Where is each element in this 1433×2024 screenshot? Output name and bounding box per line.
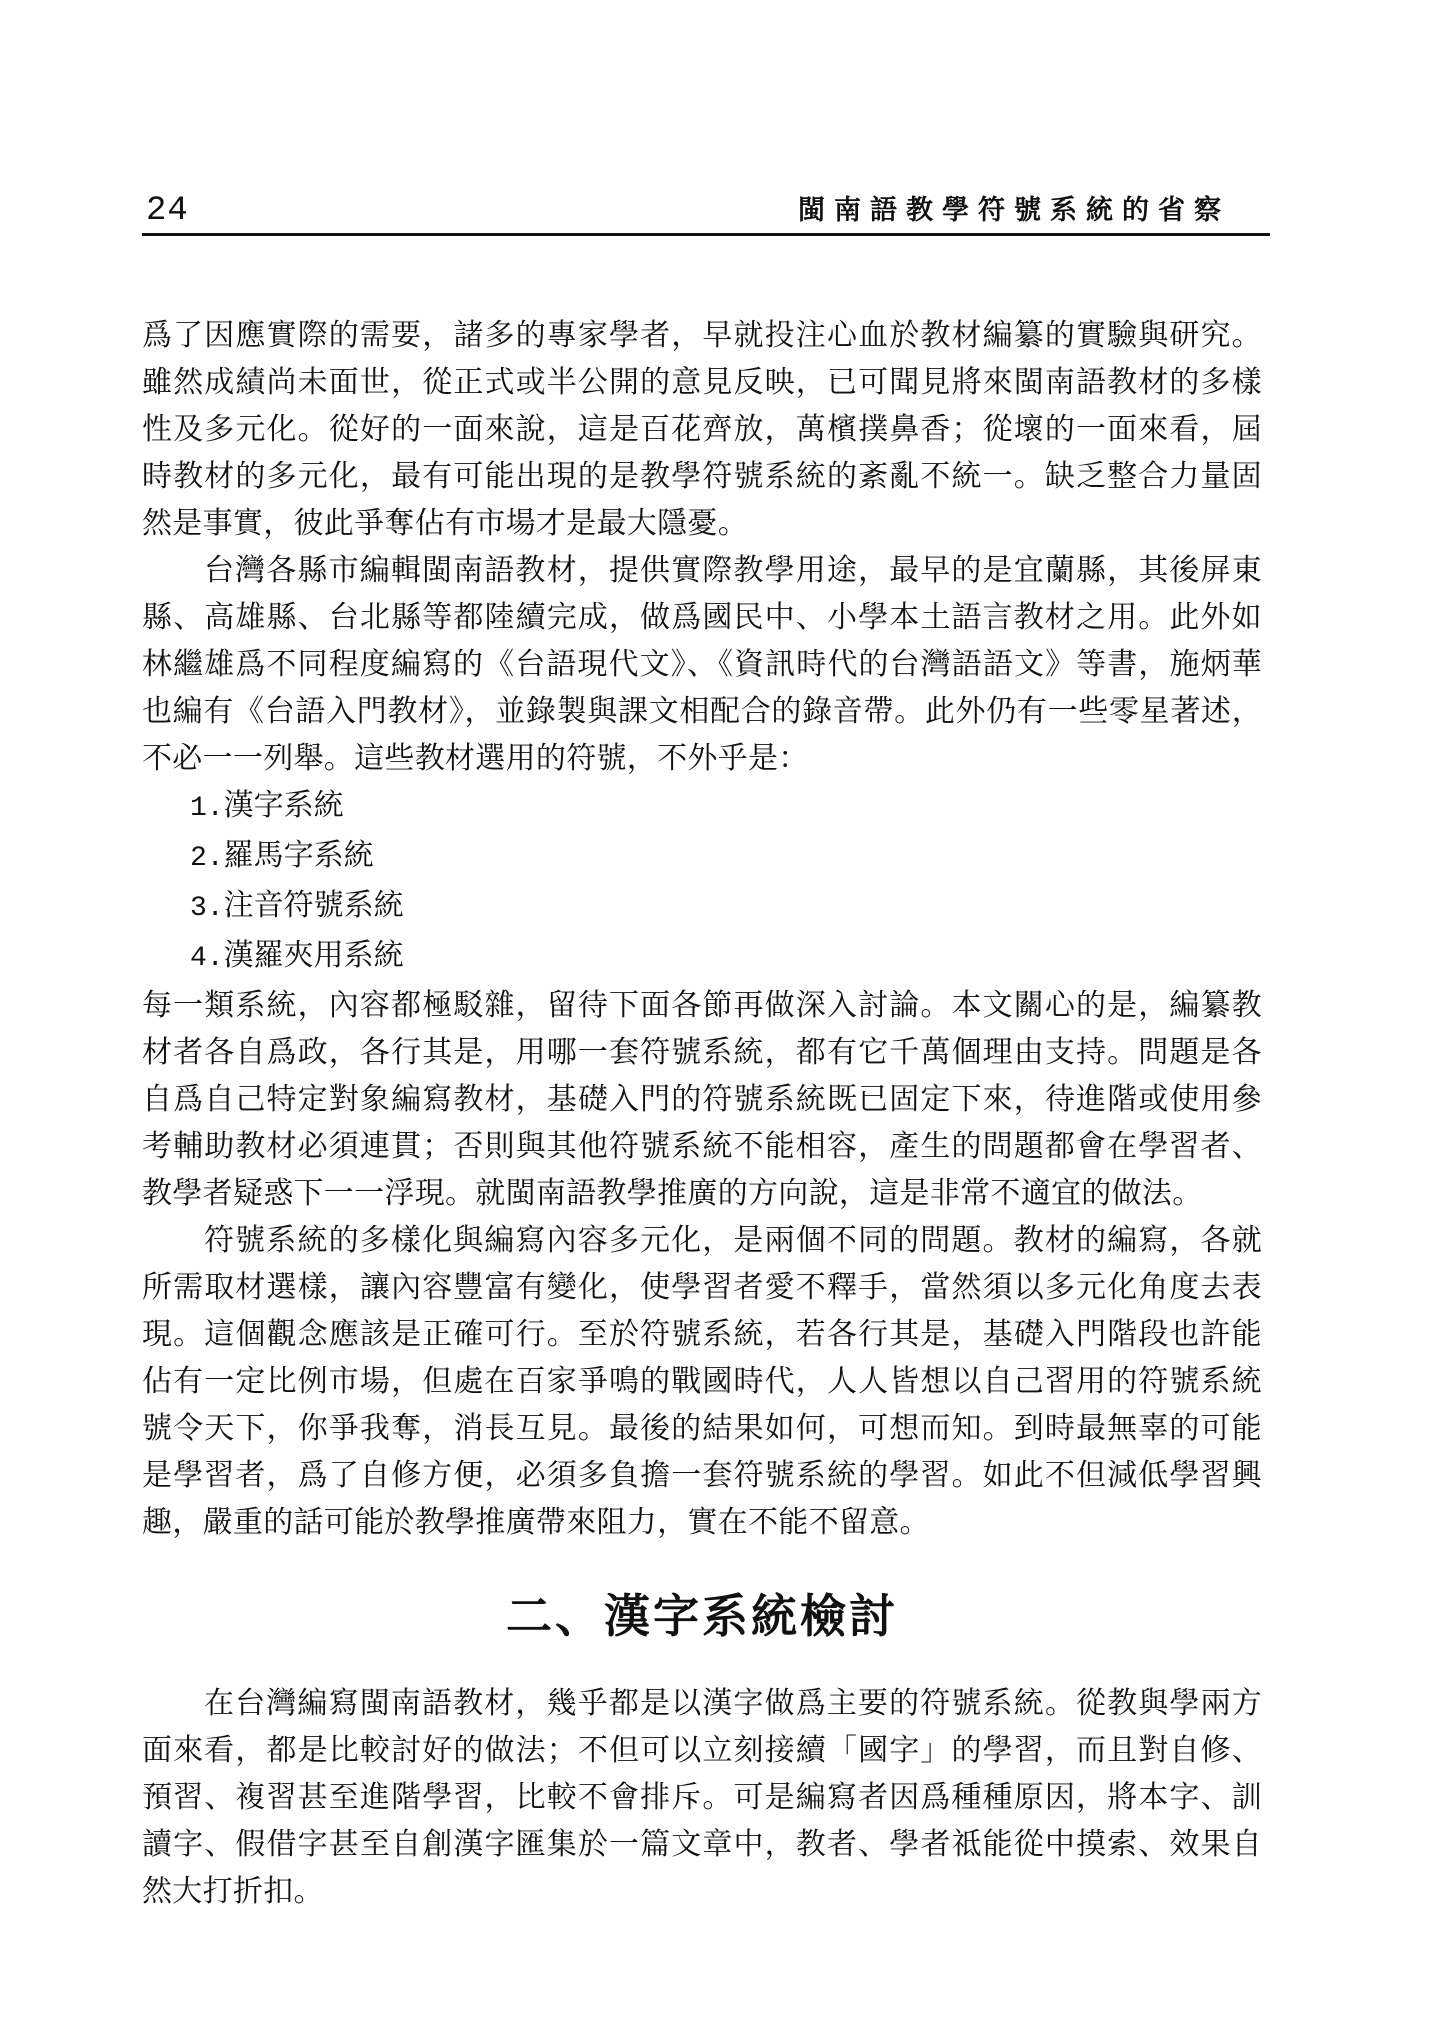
list-item-number: 4. bbox=[190, 943, 224, 974]
running-title: 閩南語教學符號系統的省察 bbox=[798, 195, 1230, 226]
body-text-bottom bbox=[142, 1680, 1262, 1915]
page-header bbox=[142, 180, 1270, 236]
list-item bbox=[190, 782, 1262, 832]
section-heading: 二、漢字系統檢討 bbox=[506, 1589, 898, 1643]
list-item-number: 1. bbox=[190, 793, 224, 824]
list-item-text: 注音符號系統 bbox=[223, 888, 404, 923]
list-item bbox=[190, 932, 1262, 982]
list-item-text: 漢字系統 bbox=[223, 788, 344, 823]
paragraph-5: 在台灣編寫閩南語教材，幾乎都是以漢字做爲主要的符號系統。從教與學兩方面來看，都是比較討好的做法；不但可以立刻接續「國字」的學習，而且對自修、預習、複習甚至進階學習，比較不會排斥。可是編寫者因爲種種原因，將本字、訓讀字、假借字甚至自創漢字匯集於一篇文章中，教者、學者祗能從中摸索、效果自然大打折扣。 bbox=[142, 1686, 1262, 1909]
list-item-text: 羅馬字系統 bbox=[223, 838, 374, 873]
list-item bbox=[190, 882, 1262, 932]
list-item bbox=[190, 832, 1262, 882]
body-text-top bbox=[142, 312, 1262, 1546]
symbol-system-list bbox=[142, 782, 1262, 982]
paragraph-4: 符號系統的多樣化與編寫內容多元化，是兩個不同的問題。教材的編寫，各就所需取材選樣，讓內容豐富有變化，使學習者愛不釋手，當然須以多元化角度去表現。這個觀念應該是正確可行。至於符號系統，若各行其是，基礎入門階段也許能佔有一定比例市場，但處在百家爭鳴的戰國時代，人人皆想以自己習用的符號系統號令天下，你爭我奪，消長互見。最後的結果如何，可想而知。到時最無辜的可能是學習者，爲了自修方便，必須多負擔一套符號系統的學習。如此不但減低學習興趣，嚴重的話可能於教學推廣帶來阻力，實在不能不留意。 bbox=[142, 1223, 1262, 1540]
list-item-text: 漢羅夾用系統 bbox=[223, 938, 404, 973]
list-item-number: 2. bbox=[190, 843, 224, 874]
paragraph-3: 每一類系統，內容都極駁雜，留待下面各節再做深入討論。本文關心的是，編纂教材者各自爲政，各行其是，用哪一套符號系統，都有它千萬個理由支持。問題是各自爲自己特定對象編寫教材，基礎入門的符號系統既已固定下來，待進階或使用參考輔助教材必須連貫；否則與其他符號系統不能相容，產生的問題都會在學習者、教學者疑惑下一一浮現。就閩南語教學推廣的方向說，這是非常不適宜的做法。 bbox=[142, 988, 1262, 1211]
header-rule bbox=[142, 233, 1270, 236]
paragraph-1: 爲了因應實際的需要，諸多的專家學者，早就投注心血於教材編纂的實驗與研究。雖然成績尚未面世，從正式或半公開的意見反映，已可聞見將來閩南語教材的多樣性及多元化。從好的一面來說，這是百花齊放，萬檳撲鼻香；從壞的一面來看，屆時教材的多元化，最有可能出現的是教學符號系統的紊亂不統一。缺乏整合力量固然是事實，彼此爭奪佔有市場才是最大隱憂。 bbox=[142, 318, 1262, 541]
page-number: 24 bbox=[146, 192, 189, 230]
paragraph-2: 台灣各縣市編輯閩南語教材，提供實際教學用途，最早的是宜蘭縣，其後屏東縣、高雄縣、台北縣等都陸續完成，做爲國民中、小學本土語言教材之用。此外如林繼雄爲不同程度編寫的《台語現代文》、《資訊時代的台灣語語文》等書，施炳華也編有《台語入門教材》，並錄製與課文相配合的錄音帶。此外仍有一些零星著述，不必一一列舉。這些教材選用的符號，不外乎是： bbox=[142, 553, 1262, 776]
list-item-number: 3. bbox=[190, 893, 224, 924]
